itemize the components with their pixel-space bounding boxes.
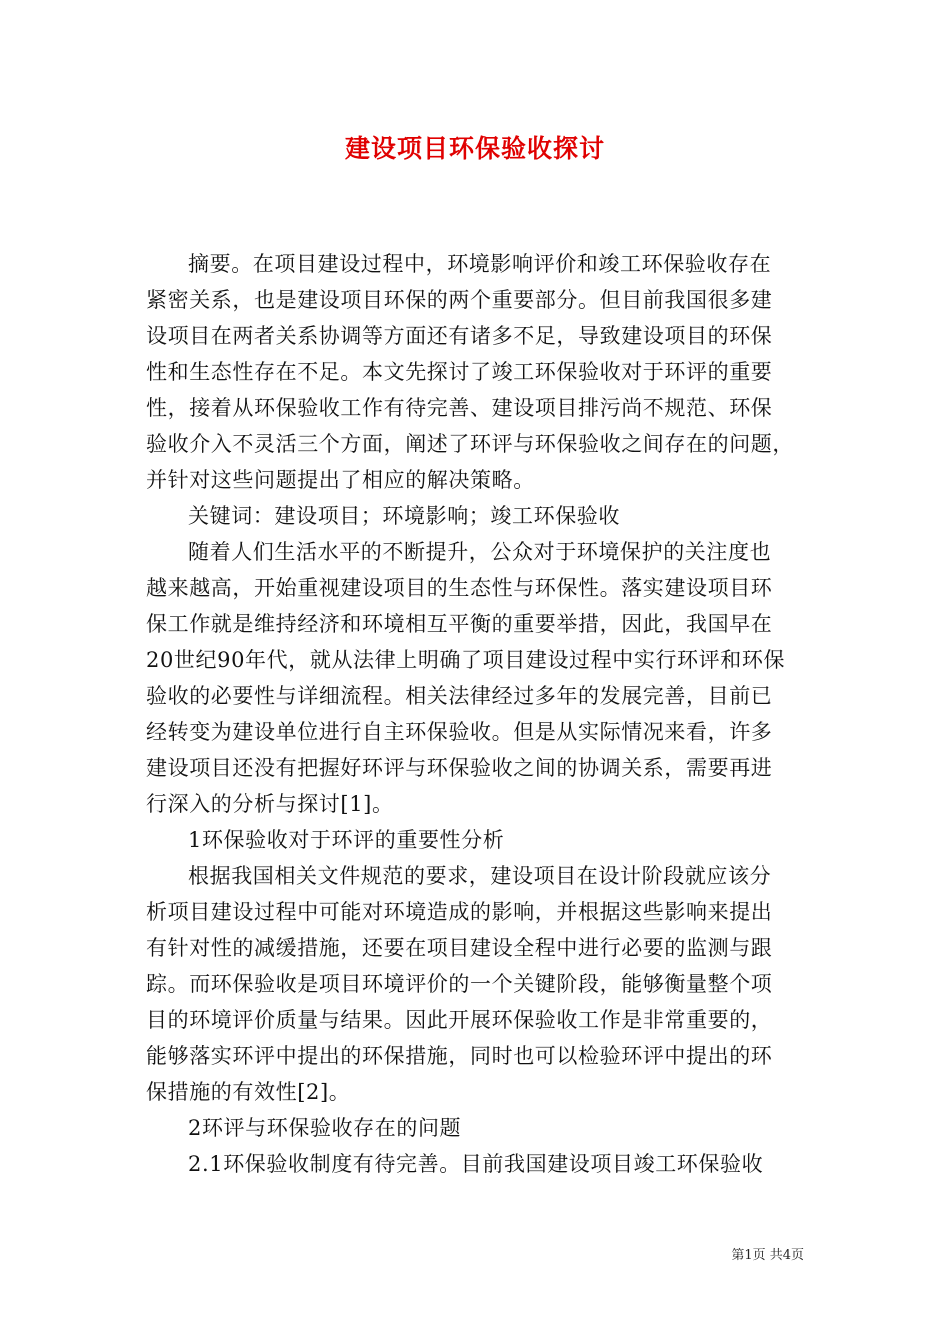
text-line: 有针对性的减缓措施，还要在项目建设全程中进行必要的监测与跟 xyxy=(146,936,773,960)
text-line: 经转变为建设单位进行自主环保验收。但是从实际情况来看，许多 xyxy=(146,720,773,744)
text-line: 析项目建设过程中可能对环境造成的影响，并根据这些影响来提出 xyxy=(146,900,773,924)
text-line: 验收介入不灵活三个方面，阐述了环评与环保验收之间存在的问题， xyxy=(146,432,794,456)
text-line: 根据我国相关文件规范的要求，建设项目在设计阶段就应该分 xyxy=(188,864,772,888)
text-line: 并针对这些问题提出了相应的解决策略。 xyxy=(146,468,535,492)
text-line: 2.1环保验收制度有待完善。目前我国建设项目竣工环保验收 xyxy=(188,1152,764,1176)
text-line: 建设项目还没有把握好环评与环保验收之间的协调关系，需要再进 xyxy=(146,756,773,780)
page-number-footer: 第1页 共4页 xyxy=(731,1248,804,1263)
text-line: 关键词：建设项目；环境影响；竣工环保验收 xyxy=(188,504,620,528)
text-line: 能够落实环评中提出的环保措施，同时也可以检验环评中提出的环 xyxy=(146,1044,773,1068)
text-line: 越来越高，开始重视建设项目的生态性与环保性。落实建设项目环 xyxy=(146,576,773,600)
text-line: 验收的必要性与详细流程。相关法律经过多年的发展完善，目前已 xyxy=(146,684,773,708)
text-line: 20世纪90年代，就从法律上明确了项目建设过程中实行环评和环保 xyxy=(146,648,786,672)
text-line: 随着人们生活水平的不断提升，公众对于环境保护的关注度也 xyxy=(188,540,772,564)
text-line: 行深入的分析与探讨[1]。 xyxy=(146,792,394,816)
text-line: 性，接着从环保验收工作有待完善、建设项目排污尚不规范、环保 xyxy=(146,396,773,420)
text-line: 1环保验收对于环评的重要性分析 xyxy=(188,828,505,852)
text-line: 紧密关系，也是建设项目环保的两个重要部分。但目前我国很多建 xyxy=(146,288,773,312)
text-line: 设项目在两者关系协调等方面还有诸多不足，导致建设项目的环保 xyxy=(146,324,773,348)
text-line: 保工作就是维持经济和环境相互平衡的重要举措，因此，我国早在 xyxy=(146,612,773,636)
text-line: 目的环境评价质量与结果。因此开展环保验收工作是非常重要的， xyxy=(146,1008,773,1032)
document-body xyxy=(146,246,810,1182)
text-line: 性和生态性存在不足。本文先探讨了竣工环保验收对于环评的重要 xyxy=(146,360,773,384)
text-line: 踪。而环保验收是项目环境评价的一个关键阶段，能够衡量整个项 xyxy=(146,972,773,996)
text-line: 摘要。在项目建设过程中，环境影响评价和竣工环保验收存在 xyxy=(188,252,772,276)
document-title: 建设项目环保验收探讨 xyxy=(344,134,605,163)
text-line: 2环评与环保验收存在的问题 xyxy=(188,1116,462,1140)
text-line: 保措施的有效性[2]。 xyxy=(146,1080,351,1104)
